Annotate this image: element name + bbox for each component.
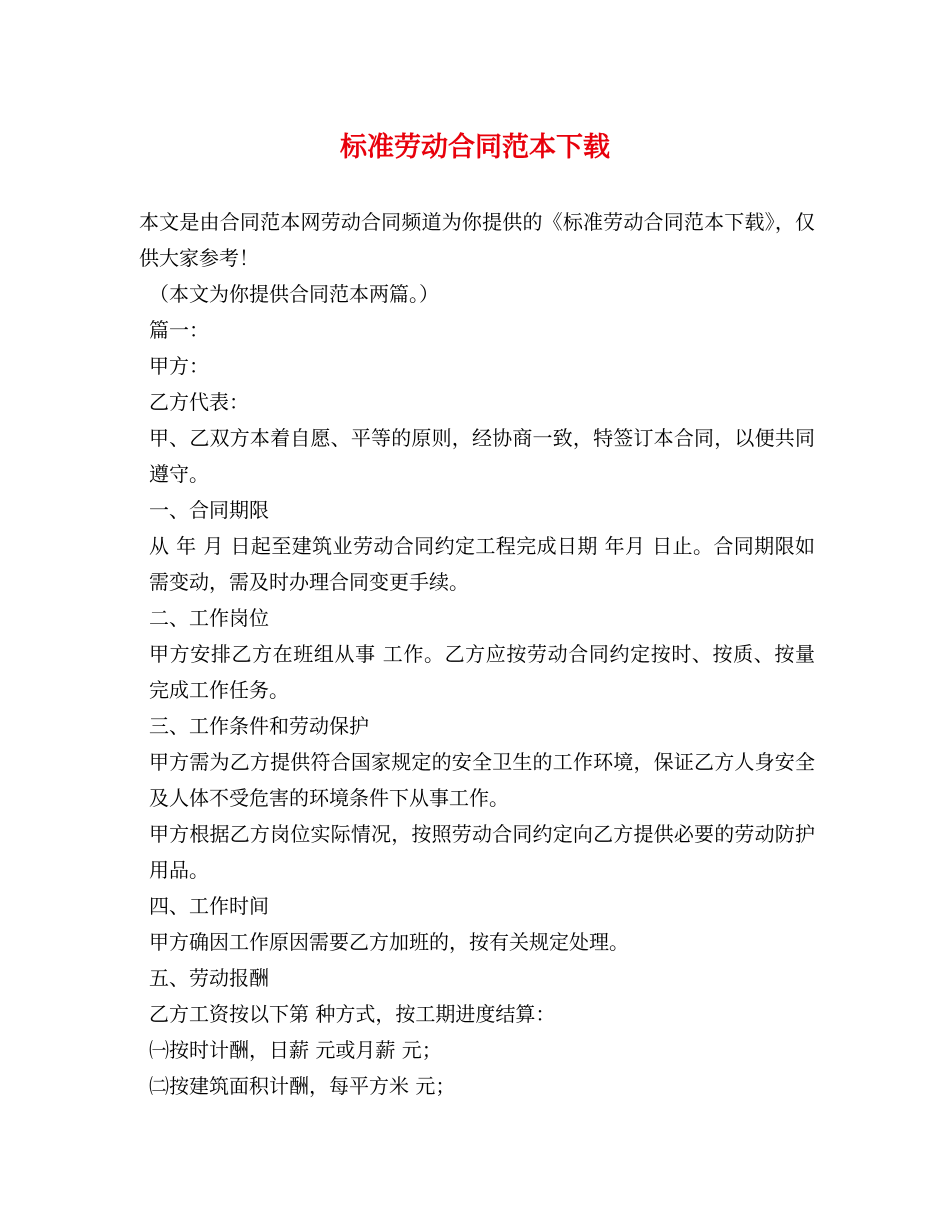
document-body — [139, 204, 815, 1104]
contract-term-paragraph: 从 年 月 日起至建筑业劳动合同约定工程完成日期 年月 日止。合同期限如需变动，需及时办理合同变更手续。 — [149, 534, 815, 594]
work-conditions-paragraph: 甲方需为乙方提供符合国家规定的安全卫生的工作环境，保证乙方人身安全及人体不受危害的环境条件下从事工作。 — [149, 750, 815, 810]
heading-job-position: 二、工作岗位 — [149, 606, 269, 630]
party-a-line: 甲方： — [149, 354, 209, 378]
preamble-paragraph: 甲、乙双方本着自愿、平等的原则，经协商一致，特签订本合同，以便共同遵守。 — [149, 426, 815, 486]
remuneration-paragraph: 乙方工资按以下第 种方式，按工期进度结算： — [149, 1002, 556, 1026]
pay-option-one: ㈠按时计酬，日薪 元或月薪 元； — [149, 1038, 442, 1062]
heading-work-hours: 四、工作时间 — [149, 894, 269, 918]
document-title: 标准劳动合同范本下载 — [340, 132, 610, 163]
pay-option-two: ㈡按建筑面积计酬，每平方米 元； — [149, 1074, 456, 1098]
intro-paragraph: 本文是由合同范本网劳动合同频道为你提供的《标准劳动合同范本下载》，仅供大家参考！ — [139, 210, 815, 270]
section-label-part-one: 篇一： — [149, 318, 209, 342]
job-position-paragraph: 甲方安排乙方在班组从事 工作。乙方应按劳动合同约定按时、按质、按量完成工作任务。 — [149, 642, 815, 702]
heading-remuneration: 五、劳动报酬 — [149, 966, 269, 990]
heading-work-conditions: 三、工作条件和劳动保护 — [149, 714, 369, 738]
party-b-line: 乙方代表： — [149, 390, 249, 414]
heading-contract-term: 一、合同期限 — [149, 498, 269, 522]
note-paragraph: （本文为你提供合同范本两篇。） — [149, 282, 439, 306]
protection-paragraph: 甲方根据乙方岗位实际情况，按照劳动合同约定向乙方提供必要的劳动防护用品。 — [149, 822, 815, 882]
work-hours-paragraph: 甲方确因工作原因需要乙方加班的，按有关规定处理。 — [149, 930, 629, 954]
